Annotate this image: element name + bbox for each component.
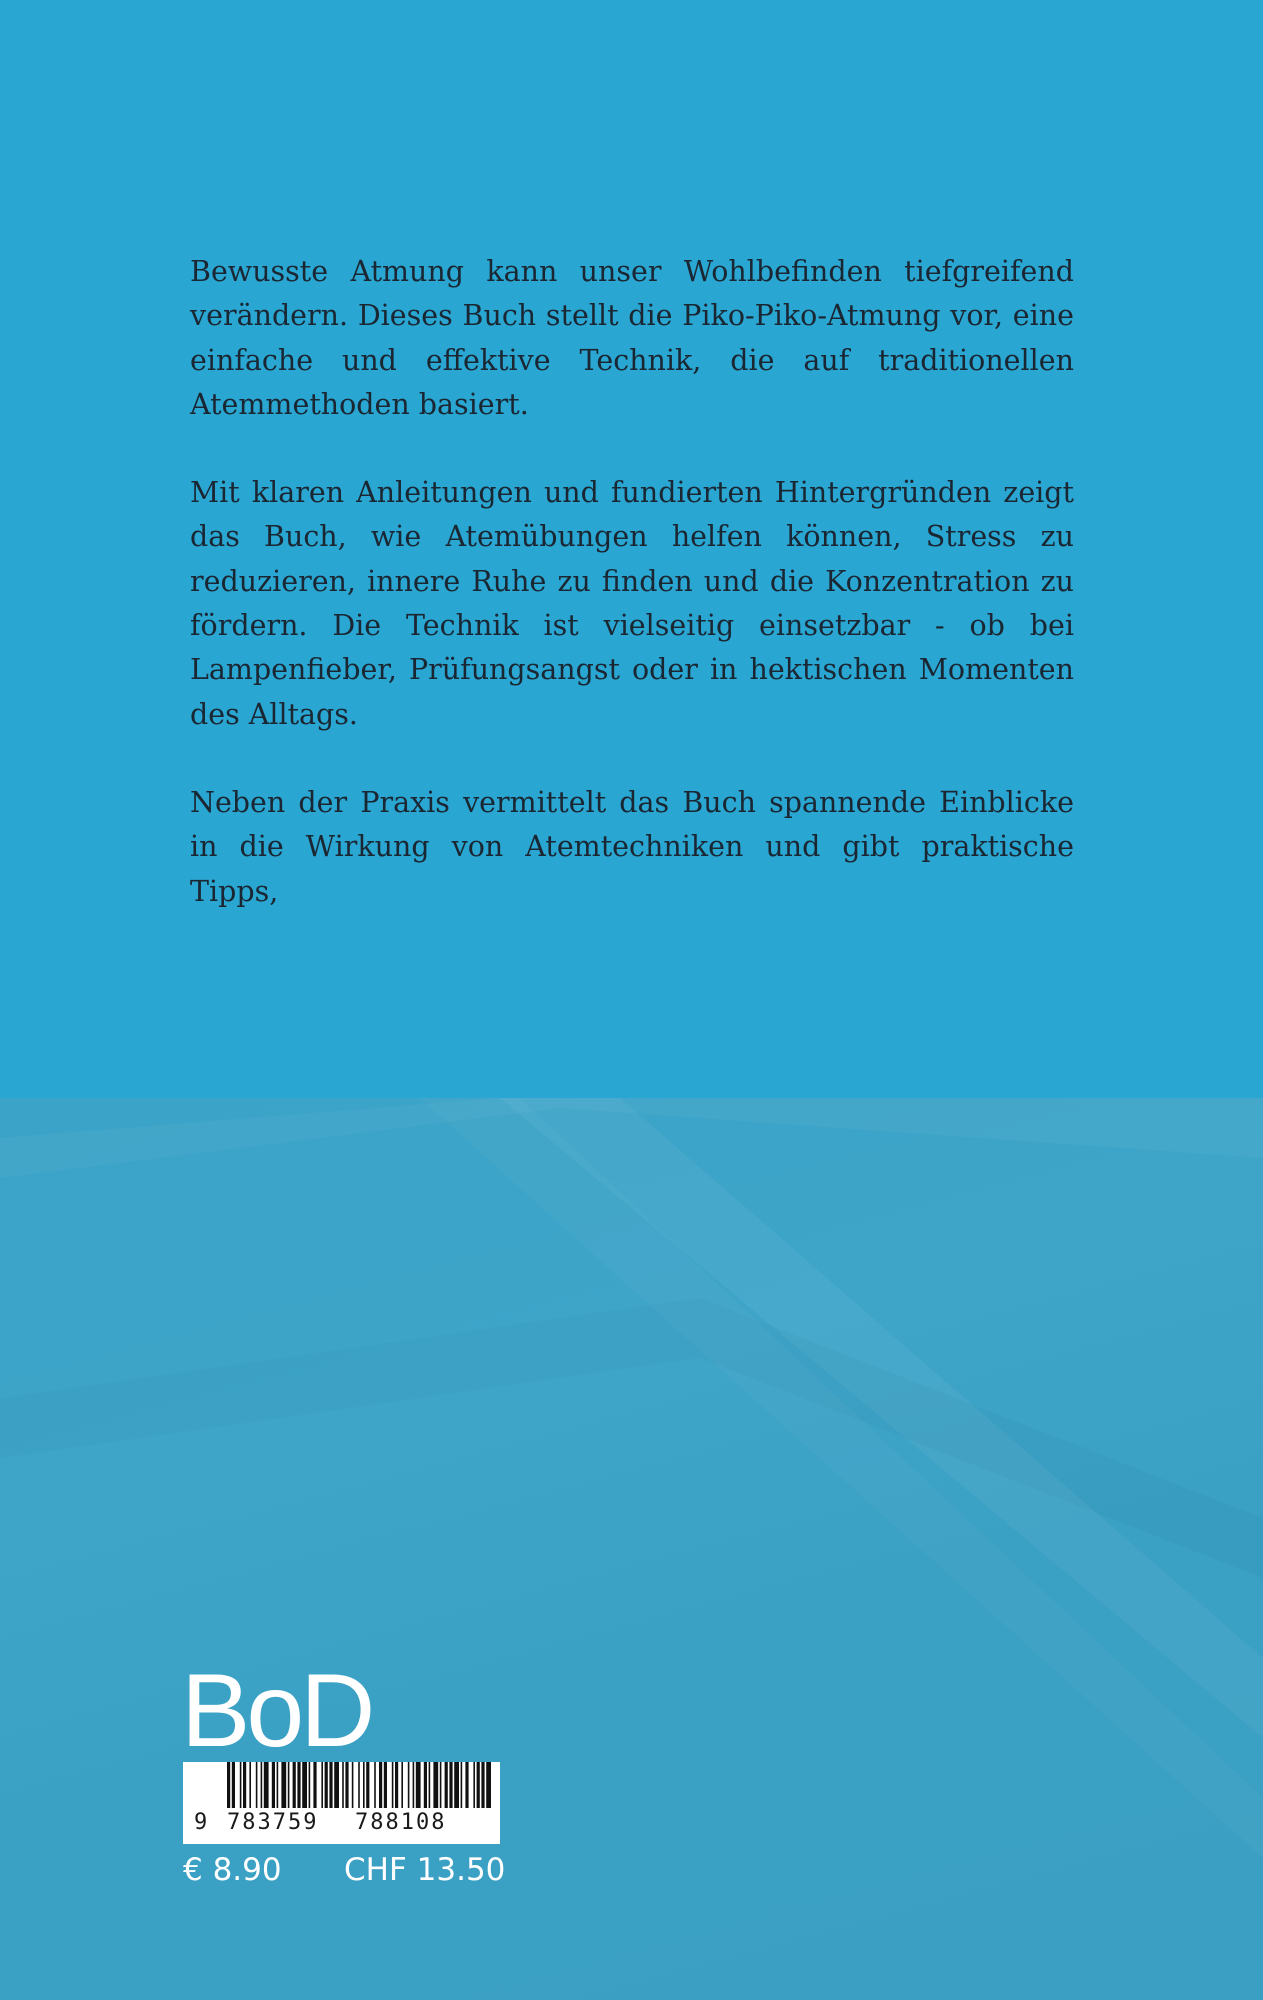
isbn-left-digits: 783759: [227, 1810, 319, 1835]
blurb-text: [190, 250, 1074, 914]
isbn-right-digits: 788108: [355, 1810, 447, 1835]
price-eur: € 8.90: [183, 1852, 282, 1888]
blurb-paragraph: Neben der Praxis vermittelt das Buch spannende Einblicke in die Wirkung von Atemtechniken und gibt praktische Tipps,: [190, 785, 1074, 908]
blurb-paragraph: Bewusste Atmung kann unser Wohlbefinden tiefgreifend verändern. Dieses Buch stellt die Piko-Piko-Atmung vor, eine einfache und effektive Technik, die auf traditionellen Atemmethoden basiert.: [190, 255, 1074, 421]
price-chf: CHF 13.50: [344, 1852, 506, 1888]
bod-logo-text: BoD: [181, 1660, 372, 1756]
blurb-paragraph: Mit klaren Anleitungen und fundierten Hintergründen zeigt das Buch, wie Atemübungen helfen können, Stress zu reduzieren, innere Ruhe zu finden und die Konzentration zu fördern. Die Technik ist vielseitig einsetzbar - ob bei Lampenfieber, Prüfungsangst oder in hektischen Momenten des Alltags.: [190, 476, 1074, 731]
isbn-first-digit: 9: [194, 1810, 208, 1835]
isbn-barcode: [183, 1762, 500, 1844]
bod-publisher-logo: [181, 1660, 381, 1756]
